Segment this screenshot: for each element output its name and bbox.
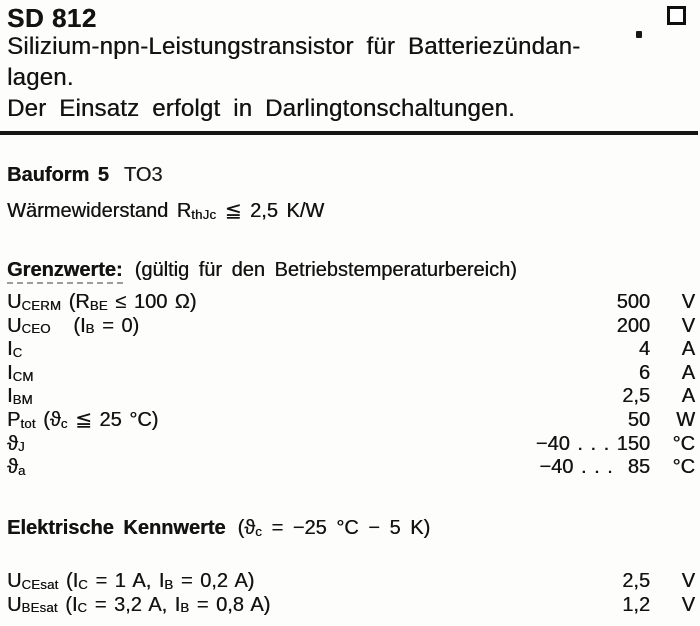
limit-unit: A: [681, 361, 695, 384]
characteristics-heading: Elektrische Kennwerte: [7, 517, 226, 539]
limit-value: 2,5: [622, 385, 650, 408]
limit-row: [7, 433, 700, 457]
characteristic-parameter: $U_{CEsat}$ ($I_C = 1$ A, $I_B = 0,2$ A): [7, 570, 255, 592]
limit-row: [7, 385, 700, 409]
limits-heading-note: (gültig für den Betriebstemperaturbereich): [134, 259, 517, 281]
limit-parameter: $P_{tot}$ ($ϑ_c$ ≦ 25 °C): [7, 408, 159, 431]
limit-unit: V: [681, 314, 695, 337]
package-value: TO3: [123, 164, 163, 186]
limits-heading: Grenzwerte:: [7, 259, 123, 284]
limit-value: −40 . . . 150: [535, 432, 650, 455]
corner-square-icon: [667, 6, 686, 25]
limit-parameter: $ϑ_a$: [7, 456, 26, 479]
limit-parameter: $I_{CM}$: [7, 361, 34, 384]
limit-parameter: $U_{CERM}$ ($R_{BE} \le 100$ Ω): [7, 291, 197, 313]
description-line: Silizium-npn-Leistungstransistor für Batteriezündan-: [7, 33, 581, 60]
limit-parameter: $I_{BM}$: [7, 385, 33, 408]
divider-rule: [0, 131, 698, 135]
limit-value: 4: [638, 338, 650, 361]
characteristics-section-heading: [7, 517, 700, 540]
limit-row: [7, 338, 700, 362]
characteristic-row: [7, 570, 700, 594]
limit-value: 200: [616, 314, 650, 337]
description-line: lagen.: [7, 64, 74, 91]
limit-parameter: $I_C$: [7, 338, 23, 361]
description-line: Der Einsatz erfolgt in Darlingtonschaltungen.: [7, 95, 515, 122]
characteristic-value: 2,5: [622, 570, 650, 592]
limit-unit: °C: [672, 432, 695, 455]
limit-value: 50: [627, 408, 650, 431]
limits-section-heading: [7, 259, 700, 282]
limit-unit: A: [681, 385, 695, 408]
limit-parameter: $U_{CEO}$ $(I_B = 0)$: [7, 314, 140, 337]
limit-row: [7, 409, 700, 433]
thermal-resistance-spec: Wärmewiderstand $R_{thJc}$ ≦ 2,5 K/W: [7, 200, 325, 222]
limit-row: [7, 362, 700, 386]
limit-parameter: $ϑ_J$: [7, 432, 25, 455]
page-title: SD 812: [7, 3, 97, 33]
limit-row: [7, 291, 700, 315]
limit-row: [7, 315, 700, 339]
characteristics-table: [7, 570, 700, 617]
limit-unit: V: [681, 291, 695, 313]
characteristic-value: 1,2: [622, 593, 650, 616]
limit-value: 6: [638, 361, 650, 384]
limits-table: [7, 291, 700, 480]
characteristics-condition: ($ϑ_c = -25$ °C − 5 K): [237, 517, 431, 539]
description: [7, 31, 700, 124]
limit-unit: W: [676, 408, 695, 431]
characteristic-unit: V: [681, 593, 695, 616]
limit-row: [7, 456, 700, 480]
limit-value: 500: [616, 291, 650, 313]
package-label: Bauform 5: [7, 164, 109, 186]
characteristic-parameter: $U_{BEsat}$ ($I_C = 3,2$ A, $I_B = 0,8$ A): [7, 593, 271, 616]
package-spec: [7, 164, 700, 187]
limit-unit: A: [681, 338, 695, 361]
limit-value: −40 . . . 85: [539, 456, 650, 479]
characteristic-unit: V: [681, 570, 695, 592]
limit-unit: °C: [672, 456, 695, 479]
characteristic-row: [7, 594, 700, 618]
